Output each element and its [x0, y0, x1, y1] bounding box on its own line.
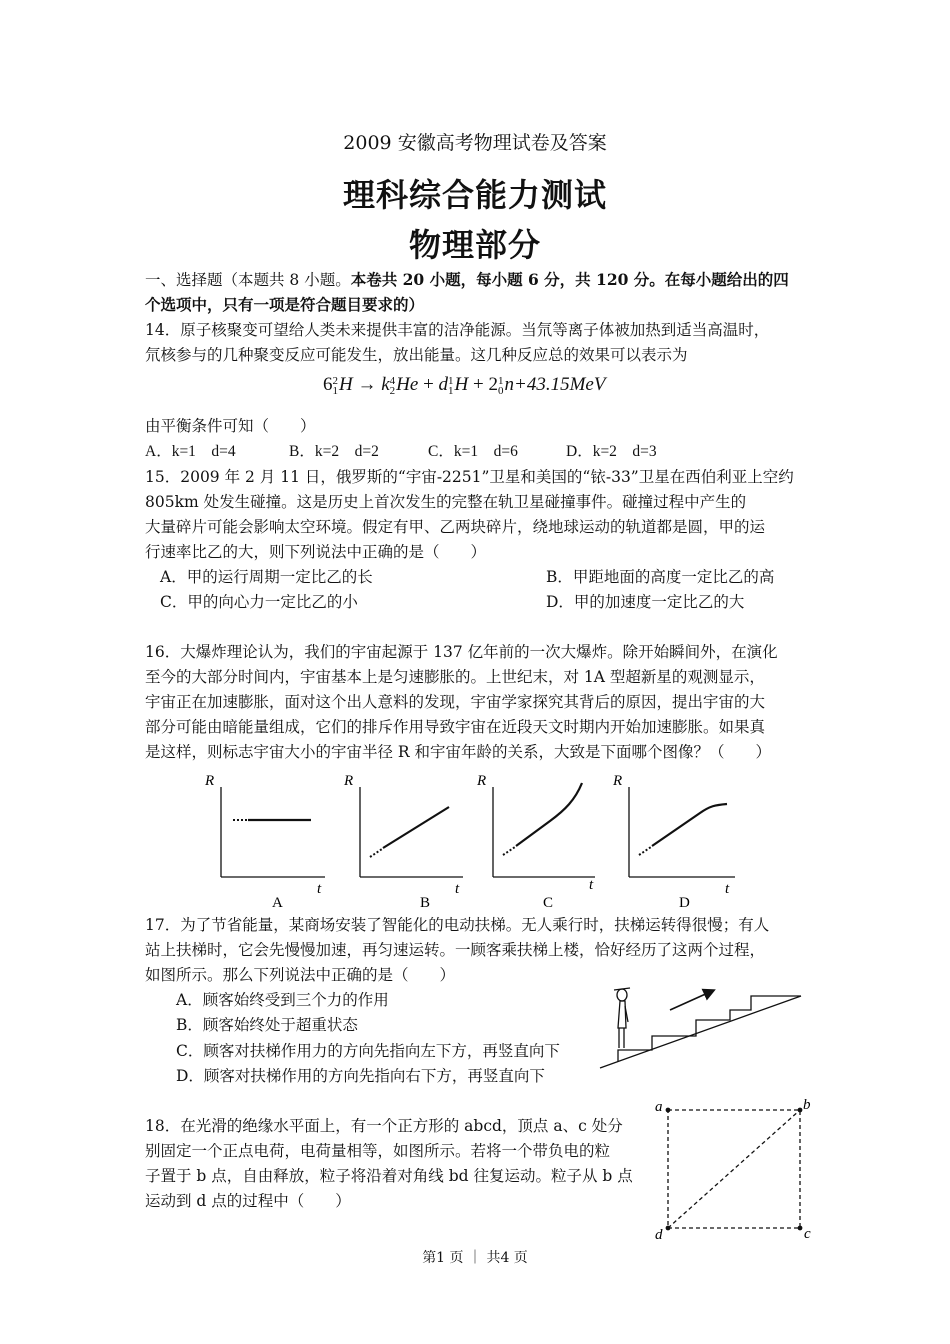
graph-b-label: B — [420, 895, 431, 911]
graph-b-xaxis: t — [455, 881, 460, 897]
graph-b-curve — [383, 807, 449, 848]
q14-text-line1: 14．原子核聚变可望给人类未来提供丰富的洁净能源。当氘等离子体被加热到适当高温时， — [145, 321, 770, 339]
graph-b-dotted — [370, 849, 382, 857]
charge-b-dot — [798, 1108, 803, 1113]
charge-c-dot — [798, 1226, 803, 1231]
section-instruction-bold: 本卷共 20 小题，每小题 6 分，共 120 分。在每小题给出的四 — [350, 270, 789, 289]
q17-option-b: B．顾客始终处于超重状态 — [176, 1016, 358, 1034]
q16-graphs — [195, 765, 755, 915]
graph-a-xaxis: t — [317, 881, 322, 897]
q16-text-line1: 16．大爆炸理论认为，我们的宇宙起源于 137 亿年前的一次大爆炸。除开始瞬间外，在演化 — [145, 643, 778, 661]
q18-text-line3: 子置于 b 点，自由释放，粒子将沿着对角线 bd 往复运动。粒子从 b 点 — [145, 1167, 633, 1185]
q17-text-line2: 站上扶梯时，它会先慢慢加速，再匀速运转。一顾客乘扶梯上楼，恰好经历了这两个过程， — [145, 941, 766, 959]
graph-c-dotted — [503, 847, 515, 855]
corner-b-label: b — [803, 1097, 811, 1113]
q15-option-c: C．甲的向心力一定比乙的小 — [160, 593, 358, 611]
q18-text-line4: 运动到 d 点的过程中（ ） — [145, 1192, 351, 1210]
graph-b-yaxis: R — [344, 773, 354, 789]
q18-text-line1: 18．在光滑的绝缘水平面上，有一个正方形的 abcd，顶点 a、c 处分 — [145, 1117, 623, 1135]
page-footer: 第1 页 ｜ 共4 页 — [422, 1250, 528, 1266]
q14-prompt: 由平衡条件可知（ ） — [145, 417, 316, 435]
sub-title: 物理部分 — [408, 226, 541, 264]
corner-c-label: c — [804, 1226, 811, 1242]
q14-equation: 6 2 1 H → k 4 2 He + d 1 1 H + 2 1 0 n+43.15MeV — [323, 374, 606, 397]
q14-option-a: A．k=1 d=4 — [145, 443, 236, 460]
q14-option-b: B．k=2 d=2 — [289, 443, 379, 460]
charge-d-dot — [666, 1226, 671, 1231]
q17-text-line1: 17．为了节省能量，某商场安装了智能化的电动扶梯。无人乘行时，扶梯运转得很慢；有人 — [145, 916, 770, 934]
q14-option-d: D．k=2 d=3 — [566, 443, 657, 460]
q17-option-a: A．顾客始终受到三个力的作用 — [176, 991, 389, 1009]
q15-option-a: A．甲的运行周期一定比乙的长 — [160, 568, 373, 586]
q15-text-line2: 805km 处发生碰撞。这是历史上首次发生的完整在轨卫星碰撞事件。碰撞过程中产生的 — [145, 493, 747, 511]
q14-equation-tail: +43.15MeV — [514, 374, 606, 395]
corner-a-label: a — [655, 1099, 663, 1115]
escalator-incline — [600, 996, 801, 1068]
graph-c-curve — [516, 783, 582, 846]
q15-text-line1: 15．2009 年 2 月 11 日，俄罗斯的“宇宙-2251”卫星和美国的“铱-33”卫星在西伯利亚上空约 — [145, 468, 794, 486]
section-instruction-line2: 个选项中，只有一项是符合题目要求的） — [145, 295, 425, 314]
q16-text-line4: 部分可能由暗能量组成，它们的排斥作用导致宇宙在近段天文时期内开始加速膨胀。如果真 — [145, 718, 766, 736]
q15-text-line3: 大量碎片可能会影响太空环境。假定有甲、乙两块碎片，绕地球运动的轨道都是圆，甲的运 — [145, 518, 766, 536]
q15-text-line4: 行速率比乙的大，则下列说法中正确的是（ ） — [145, 543, 487, 561]
main-title: 理科综合能力测试 — [342, 176, 607, 214]
customer-figure-icon — [614, 988, 630, 1048]
exam-title: 2009 安徽高考物理试卷及答案 — [343, 132, 607, 154]
graph-a-label: A — [272, 895, 283, 911]
graph-d-yaxis: R — [613, 773, 623, 789]
graph-c-xaxis: t — [589, 877, 594, 893]
graph-c-yaxis: R — [477, 773, 487, 789]
q14-text-line2: 氘核参与的几种聚变反应可能发生，放出能量。这几种反应总的效果可以表示为 — [145, 346, 688, 364]
graph-a-yaxis: R — [205, 773, 215, 789]
q16-text-line3: 宇宙正在加速膨胀，面对这个出人意料的发现，宇宙学家探究其背后的原因，提出宇宙的大 — [145, 693, 766, 711]
graph-d-dotted — [639, 847, 651, 855]
q17-option-c: C．顾客对扶梯作用力的方向先指向左下方，再竖直向下 — [176, 1042, 560, 1060]
section-instruction-line1 — [145, 268, 789, 292]
q14-option-c: C．k=1 d=6 — [428, 443, 518, 460]
graph-a — [204, 773, 325, 911]
escalator-figure — [598, 978, 808, 1073]
q15-option-b: B．甲距地面的高度一定比乙的高 — [546, 568, 775, 586]
graph-d-xaxis: t — [725, 881, 730, 897]
motion-arrow-icon — [670, 992, 710, 1010]
q18-text-line2: 别固定一个正点电荷，电荷量相等，如图所示。若将一个带负电的粒 — [145, 1142, 611, 1160]
q15-option-d: D．甲的加速度一定比乙的大 — [546, 593, 745, 611]
graph-b — [343, 773, 463, 911]
graph-c — [476, 773, 595, 911]
q17-option-d: D．顾客对扶梯作用的方向先指向右下方，再竖直向下 — [176, 1067, 545, 1085]
section-instruction-normal: 一、选择题（本题共 8 小题。 — [145, 271, 351, 289]
square-charge-figure — [650, 1095, 820, 1245]
corner-d-label: d — [655, 1227, 663, 1243]
q16-text-line2: 至今的大部分时间内，宇宙基本上是匀速膨胀的。上世纪末，对 1A 型超新星的观测显示， — [145, 668, 765, 686]
graph-c-label: C — [543, 895, 554, 911]
graph-d-label: D — [679, 895, 690, 911]
charge-a-dot — [666, 1108, 671, 1113]
q17-text-line3: 如图所示。那么下列说法中正确的是（ ） — [145, 966, 456, 984]
q16-text-line5: 是这样，则标志宇宙大小的宇宙半径 R 和宇宙年龄的关系，大致是下面哪个图像？（ ） — [145, 743, 772, 761]
graph-d — [612, 773, 735, 911]
graph-d-curve — [652, 804, 727, 846]
